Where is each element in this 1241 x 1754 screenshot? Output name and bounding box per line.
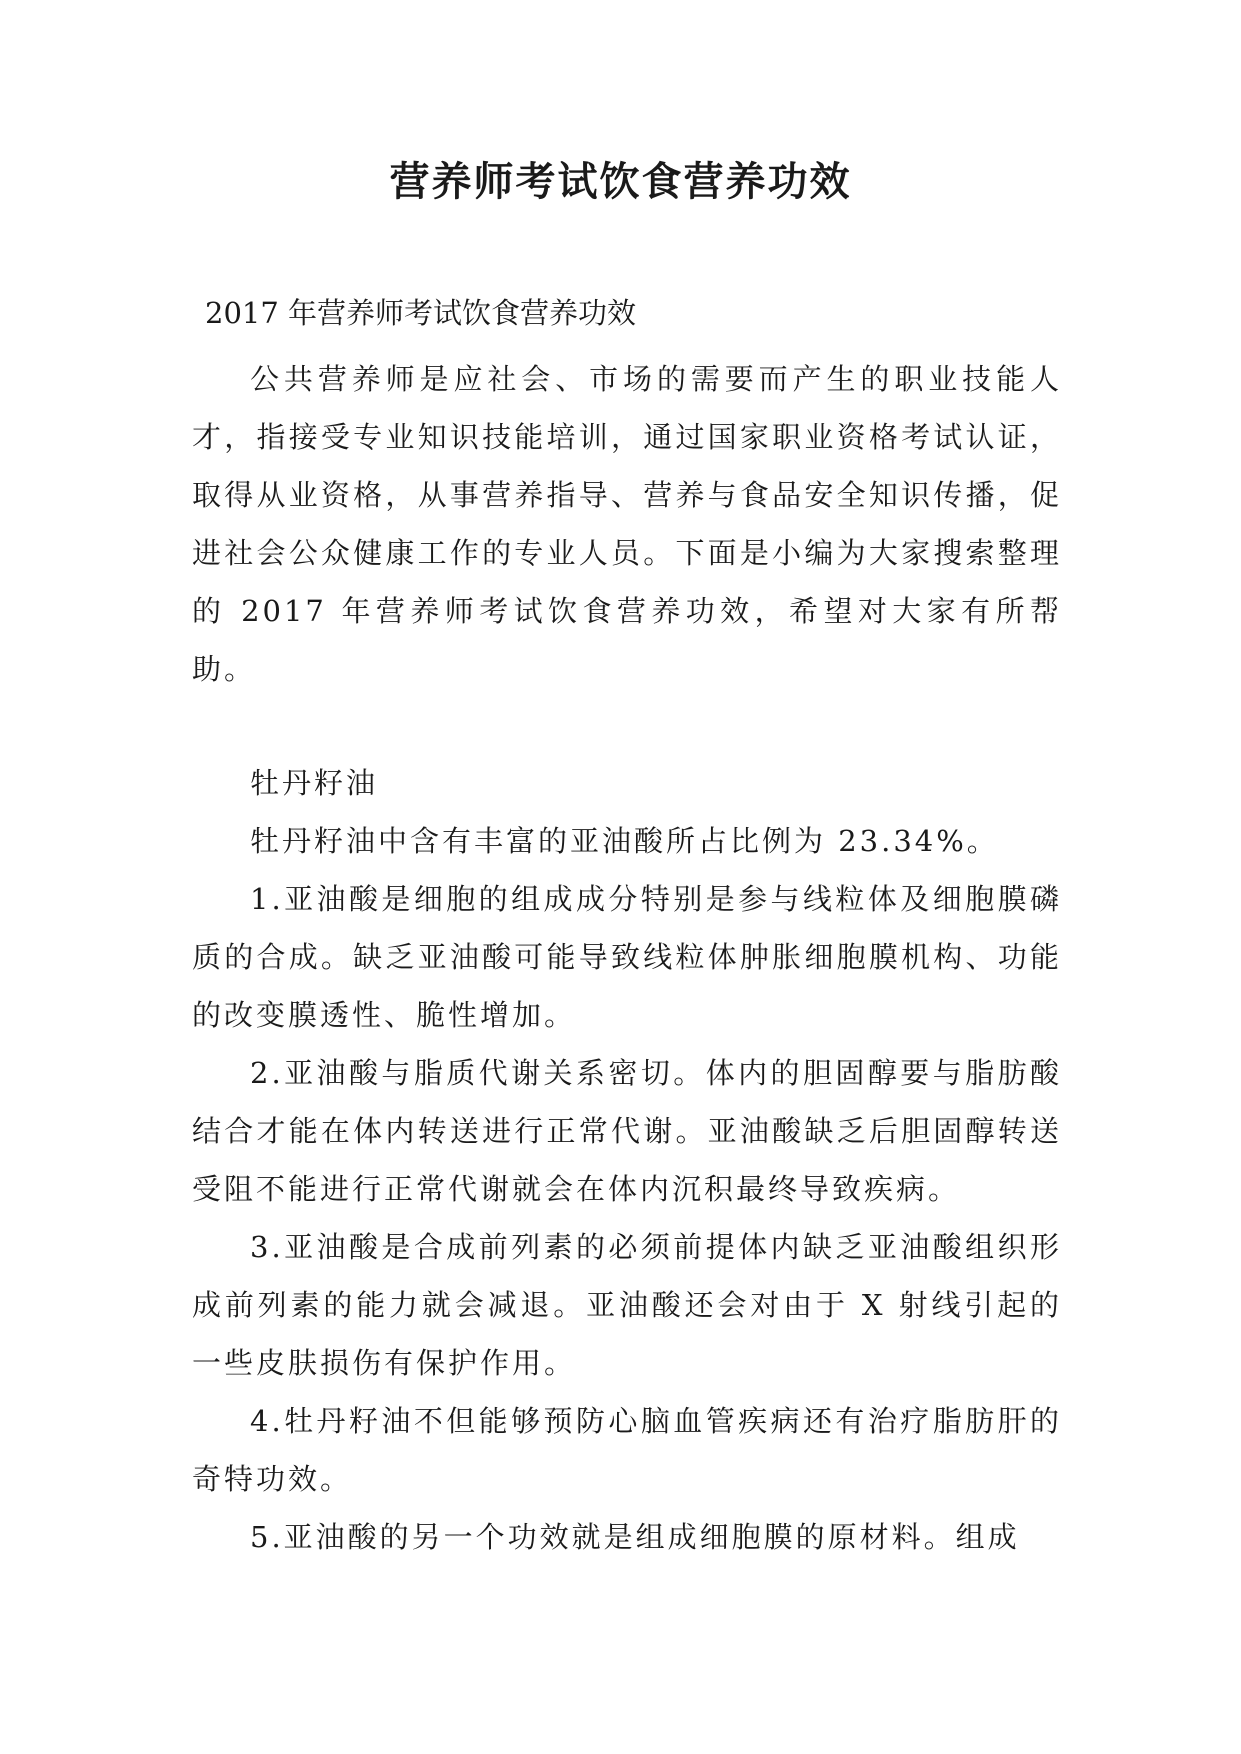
list-item-1: 1.亚油酸是细胞的组成成分特别是参与线粒体及细胞膜磷质的合成。缺乏亚油酸可能导致线粒体肿胀细胞膜机构、功能的改变膜透性、脆性增加。 — [192, 882, 1062, 1032]
document-title: 营养师考试饮食营养功效 — [389, 158, 852, 205]
list-item-5: 5.亚油酸的另一个功效就是组成细胞膜的原材料。组成 — [250, 1520, 1020, 1554]
ratio-paragraph: 牡丹籽油中含有丰富的亚油酸所占比例为 23.34%。 — [250, 824, 999, 858]
section-heading: 牡丹籽油 — [250, 766, 379, 800]
list-item-3: 3.亚油酸是合成前列素的必须前提体内缺乏亚油酸组织形成前列素的能力就会减退。亚油酸还会对由于 X 射线引起的一些皮肤损伤有保护作用。 — [192, 1230, 1062, 1380]
document-subtitle: 2017 年营养师考试饮食营养功效 — [205, 296, 637, 330]
intro-paragraph: 公共营养师是应社会、市场的需要而产生的职业技能人才，指接受专业知识技能培训，通过国家职业资格考试认证，取得从业资格，从事营养指导、营养与食品安全知识传播，促进社会公众健康工作的专业人员。下面是小编为大家搜索整理的 2017 年营养师考试饮食营养功效，希望对大家有所帮助。 — [192, 362, 1062, 686]
list-item-4: 4.牡丹籽油不但能够预防心脑血管疾病还有治疗脂肪肝的奇特功效。 — [192, 1404, 1062, 1496]
list-item-2: 2.亚油酸与脂质代谢关系密切。体内的胆固醇要与脂肪酸结合才能在体内转送进行正常代谢。亚油酸缺乏后胆固醇转送受阻不能进行正常代谢就会在体内沉积最终导致疾病。 — [192, 1056, 1062, 1206]
